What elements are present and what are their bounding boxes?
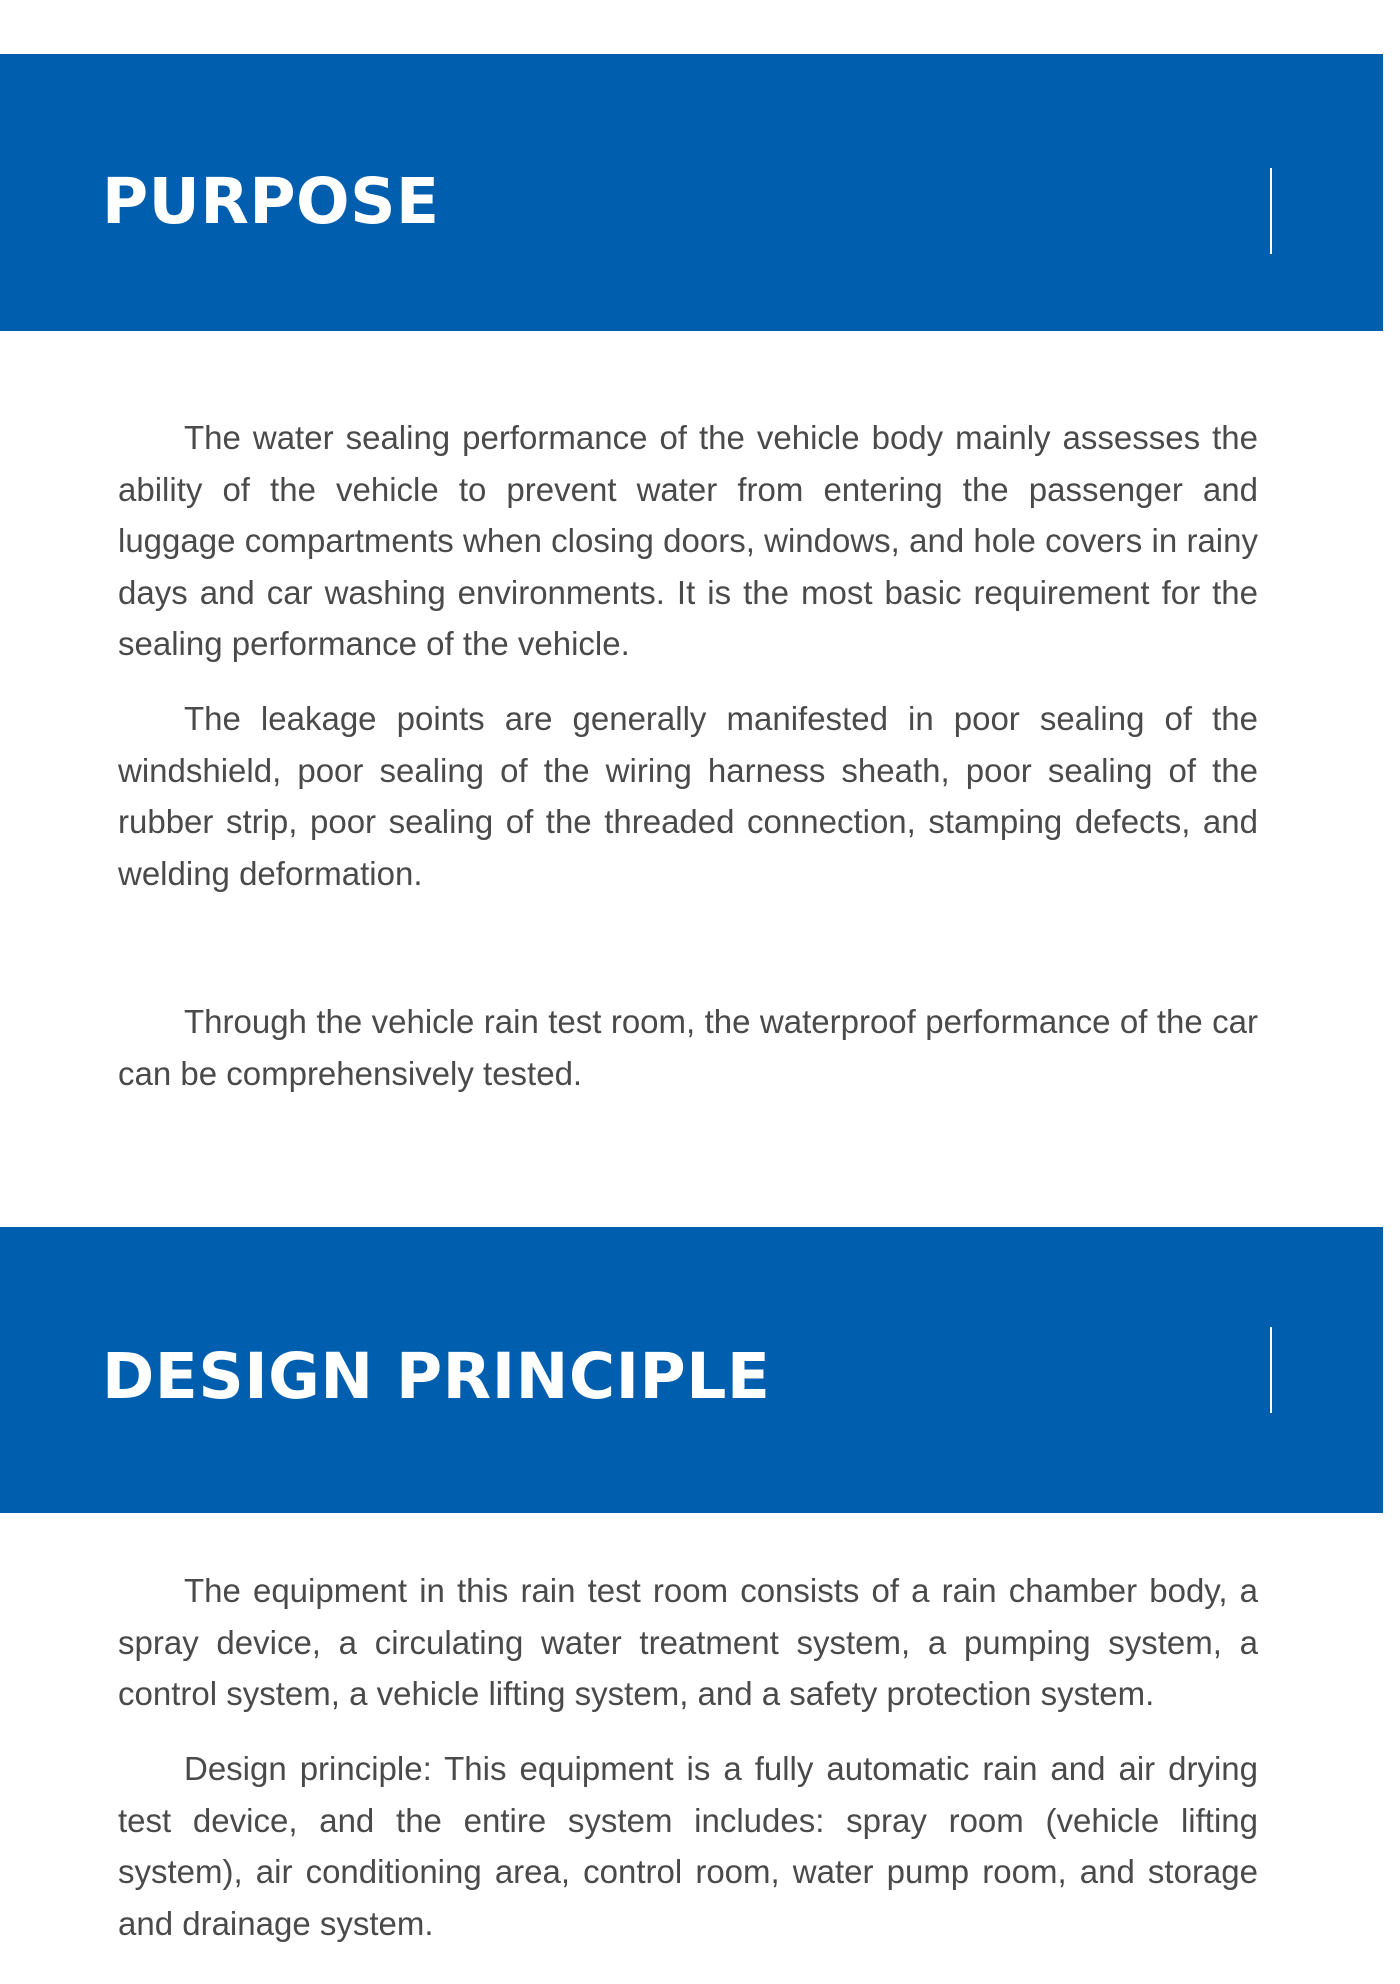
design-paragraph-2-block [118,1743,1258,1949]
purpose-paragraph-1: The water sealing performance of the vehicle body mainly assesses the ability of the vehicle to prevent water from entering the passenger and luggage compartments when closing doors, windows, and hole covers in rainy days and car washing environments. It is the most basic requirement for the sealing performance of the vehicle. [118,419,1258,663]
purpose-paragraph-1-block [118,412,1258,670]
purpose-paragraph-2-block [118,693,1258,899]
purpose-paragraph-3-block [118,996,1258,1099]
purpose-banner [0,54,1383,331]
design-paragraph-1-block [118,1565,1258,1720]
design-paragraph-1: The equipment in this rain test room consists of a rain chamber body, a spray device, a circulating water treatment system, a pumping system, a control system, a vehicle lifting system, and a safety protection system. [118,1572,1258,1713]
design-principle-banner-marker [1270,1327,1272,1413]
purpose-paragraph-3: Through the vehicle rain test room, the waterproof performance of the car can be comprehensively tested. [118,1003,1258,1092]
purpose-banner-marker [1270,168,1272,254]
purpose-heading: PURPOSE [102,165,440,238]
purpose-paragraph-2: The leakage points are generally manifested in poor sealing of the windshield, poor sealing of the wiring harness sheath, poor sealing of the rubber strip, poor sealing of the threaded connection, stamping defects, and welding deformation. [118,700,1258,892]
design-paragraph-2: Design principle: This equipment is a fully automatic rain and air drying test device, and the entire system includes: spray room (vehicle lifting system), air conditioning area, control room, water pump room, and storage and drainage system. [118,1750,1258,1942]
design-principle-heading: DESIGN PRINCIPLE [102,1340,771,1413]
design-principle-banner [0,1227,1383,1513]
